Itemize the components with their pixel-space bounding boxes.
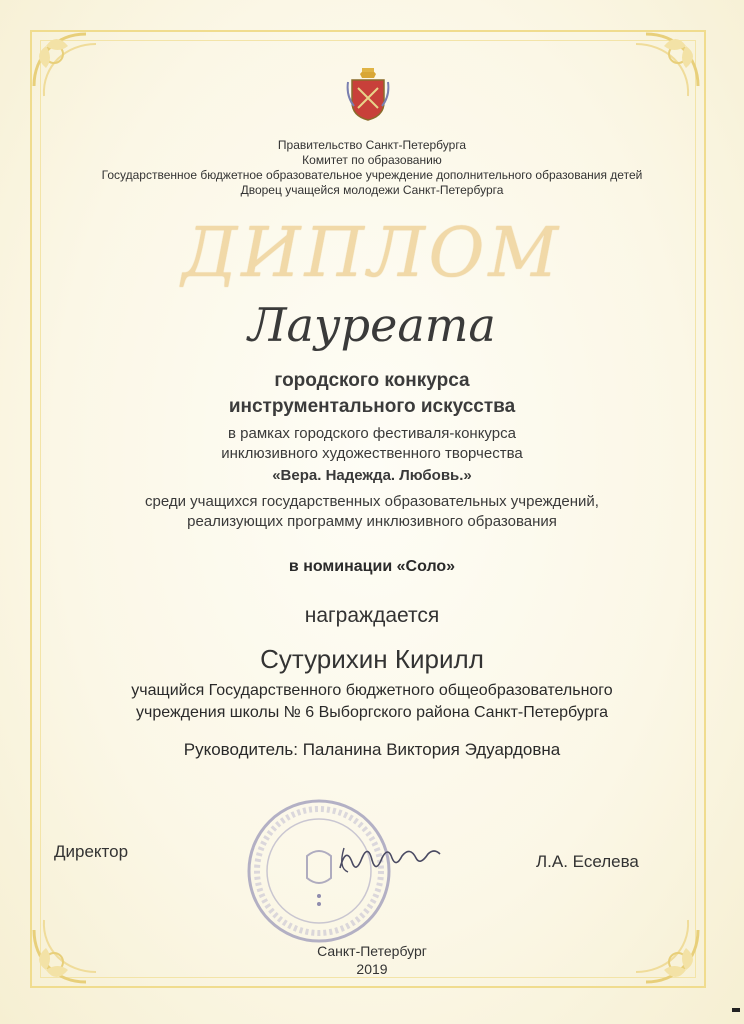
- contest-line-6: среди учащихся государственных образовательных учреждений,: [145, 493, 599, 510]
- signature-icon: [336, 838, 456, 882]
- diploma-title: ДИПЛОМ: [181, 214, 562, 293]
- contest-line-3: в рамках городского фестиваля-конкурса: [228, 425, 516, 442]
- corner-ornament-icon: [606, 26, 706, 126]
- header-palace: Дворец учащейся молодежи Санкт-Петербурга: [240, 183, 504, 197]
- recipient-name: Сутурихин Кирилл: [260, 644, 484, 674]
- scan-mark: [732, 1008, 740, 1012]
- nomination: в номинации «Соло»: [288, 558, 456, 575]
- pupil-line-2: учреждения школы № 6 Выборгского района Санкт-Петербурга: [136, 704, 608, 721]
- footer-year: 2019: [356, 961, 388, 977]
- header-institution: Государственное бюджетное образовательное учреждение дополнительного образования детей: [101, 168, 643, 182]
- contest-line-4: инклюзивного художественного творчества: [221, 445, 523, 462]
- festival-name: «Вера. Надежда. Любовь.»: [272, 467, 472, 484]
- awarded-label: награждается: [304, 604, 440, 627]
- director-name: Л.А. Еселева: [536, 852, 639, 871]
- contest-line-1: городского конкурса: [274, 370, 470, 391]
- teacher: Руководитель: Паланина Виктория Эдуардовна: [183, 740, 561, 759]
- corner-ornament-icon: [26, 26, 126, 126]
- pupil-line-1: учащийся Государственного бюджетного общеобразовательного: [131, 682, 613, 699]
- contest-line-2: инструментального искусства: [228, 396, 516, 417]
- footer-city: Санкт-Петербург: [317, 943, 427, 959]
- header-committee: Комитет по образованию: [302, 153, 442, 167]
- laureate-title: Лауреата: [248, 298, 496, 352]
- header-government: Правительство Санкт-Петербурга: [277, 138, 467, 152]
- coat-of-arms-icon: [346, 64, 390, 122]
- contest-line-7: реализующих программу инклюзивного образования: [187, 513, 557, 530]
- director-label: Директор: [54, 842, 129, 861]
